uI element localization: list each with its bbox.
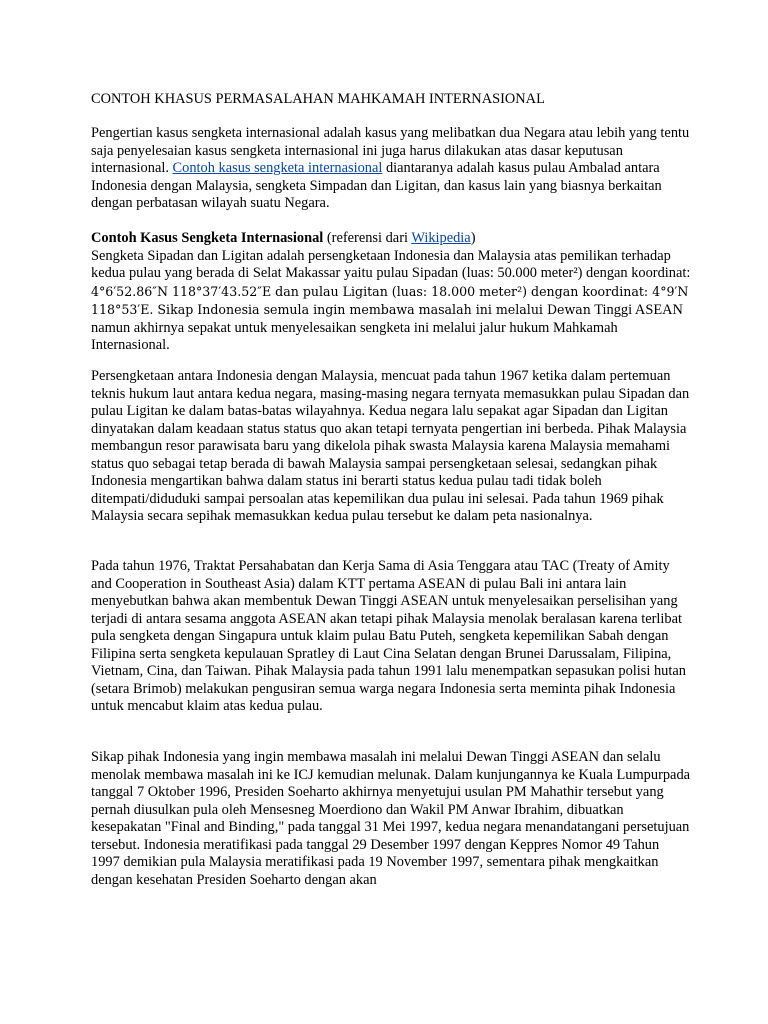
paragraph-text: Pengertian kasus sengketa internasional adalah kasus yang melibatkan dua Negara atau lebih yang tentu saja penyelesaian kasus sengketa internasional ini juga harus dilakukan atas dasar keputusan internasional.	[91, 125, 690, 176]
paragraph-text: diantaranya adalah kasus pulau Ambalad antara Indonesia dengan Malaysia, sengketa Simpadan dan Ligitan, dan kasus lain yang biasnya berkaitan dengan perbatasan wilayah suatu Negara.	[91, 160, 662, 211]
paragraph-sipadan-ligitan	[91, 230, 691, 355]
document-heading: CONTOH KHASUS PERMASALAHAN MAHKAMAH INTERNASIONAL	[91, 91, 545, 107]
section-title: Contoh Kasus Sengketa Internasional	[91, 230, 324, 246]
paragraph-persengketaan: Persengketaan antara Indonesia dengan Malaysia, mencuat pada tahun 1967 ketika dalam pertemuan teknis hukum laut antara kedua negara, masing-masing negara ternyata memasukkan pulau Sipadan dan pulau Ligitan ke dalam batas-batas wilayahnya. Kedua negara lalu sepakat agar Sipadan dan Ligitan dinyatakan dalam keadaan status status quo akan tetapi ternyata pengertian ini berbeda. Pihak Malaysia membangun resor parawisata baru yang dikelola pihak swasta Malaysia karena Malaysia memahami status quo sebagai tetap berada di bawah Malaysia sampai persengketaan selesai, sedangkan pihak Indonesia mengartikan bahwa dalam status ini berarti status kedua pulau tadi tidak boleh ditempati/diduduki sampai persoalan atas kepemilikan dua pulau ini selesai. Pada tahun 1969 pihak Malaysia secara sepihak memasukkan kedua pulau tersebut ke dalam peta nasionalnya.	[91, 368, 690, 524]
paragraph-text: Sengketa Sipadan dan Ligitan adalah persengketaan Indonesia dan Malaysia atas pemilikan terhadap kedua pulau yang berada di Selat Makassar yaitu pulau Sipadan (luas: 50.000 meter²) dengan koordinat:	[91, 247, 691, 281]
paragraph-sikap-indonesia: Sikap pihak Indonesia yang ingin membawa masalah ini melalui Dewan Tinggi ASEAN dan selalu menolak membawa masalah ini ke ICJ kemudian melunak. Dalam kunjungannya ke Kuala Lumpurpada tanggal 7 Oktober 1996, Presiden Soeharto akhirnya menyetujui usulan PM Mahathir tersebut yang pernah diusulkan pula oleh Mensesneg Moerdiono dan Wakil PM Anwar Ibrahim, dibuatkan kesepakatan "Final and Binding," pada tanggal 31 Mei 1997, kedua negara menandatangani persetujuan tersebut. Indonesia meratifikasi pada tanggal 29 Desember 1997 dengan Keppres Nomor 49 Tahun 1997 demikian pula Malaysia meratifikasi pada 19 November 1997, sementara pihak mengkaitkan dengan kesehatan Presiden Soeharto dengan akan	[91, 749, 691, 888]
paragraph-definition	[91, 125, 691, 213]
link-wikipedia[interactable]: Wikipedia	[411, 230, 471, 246]
coordinates-text: 4°6′52.86″N 118°37′43.52″E dan pulau Ligitan (luas: 18.000 meter²) dengan koordinat: 4°9′N 118°53′E. Sikap Indonesia semula ingin membawa masalah ini melalui Dewan	[91, 283, 689, 317]
reference-text: (referensi dari	[323, 230, 412, 246]
paragraph-tac: Pada tahun 1976, Traktat Persahabatan dan Kerja Sama di Asia Tenggara atau TAC (Treaty of Amity and Cooperation in Southeast Asia) dalam KTT pertama ASEAN di pulau Bali ini antara lain menyebutkan bahwa akan membentuk Dewan Tinggi ASEAN untuk menyelesaikan perselisihan yang terjadi di antara sesama anggota ASEAN akan tetapi pihak Malaysia menolak beralasan karena terlibat pula sengketa dengan Singapura untuk klaim pulau Batu Puteh, sengketa kepemilikan Sabah dengan Filipina serta sengketa kepulauan Spratley di Laut Cina Selatan dengan Brunei Darussalam, Filipina, Vietnam, Cina, dan Taiwan. Pihak Malaysia pada tahun 1991 lalu menempatkan sepasukan polisi hutan (setara Brimob) melakukan pengusiran semua warga negara Indonesia serta meminta pihak Indonesia untuk mencabut klaim atas kedua pulau.	[91, 558, 686, 714]
link-contoh-kasus[interactable]: Contoh kasus sengketa internasional	[172, 160, 383, 176]
reference-text: )	[470, 230, 476, 246]
paragraph-text: Tinggi ASEAN namun akhirnya sepakat untuk menyelesaikan sengketa ini melalui jalur hukum Mahkamah Internasional.	[91, 302, 683, 353]
